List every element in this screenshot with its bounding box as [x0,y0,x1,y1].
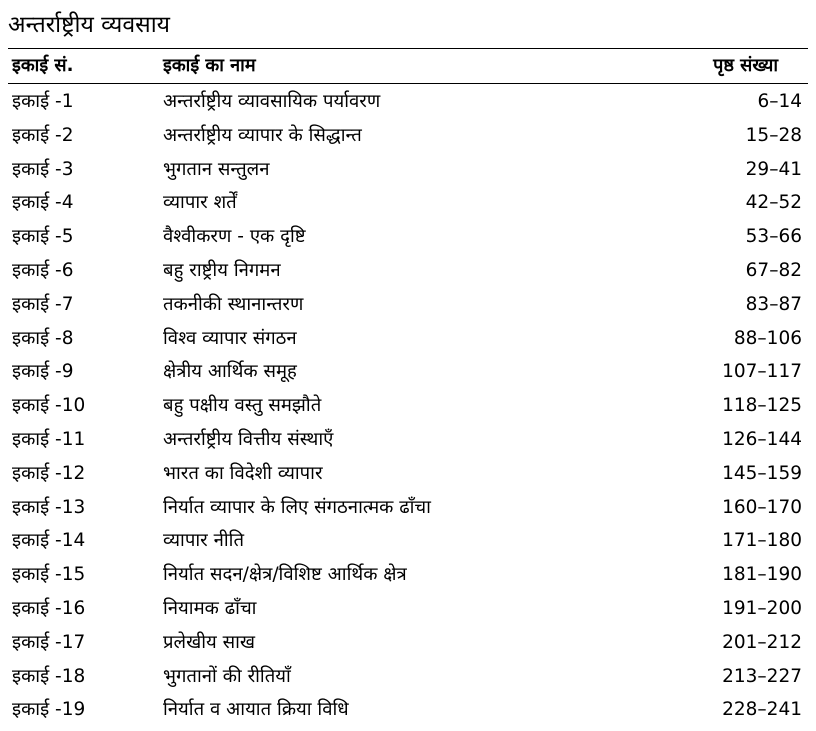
page-range: 228–241 [722,699,802,721]
unit-name: विश्व व्यापार संगठन [163,327,297,349]
contents-table [0,85,816,727]
header-unit-no: इकाई सं. [12,55,74,76]
table-row [0,660,816,694]
unit-number: इकाई -9 [12,361,74,383]
table-row [0,355,816,389]
table-row [0,592,816,626]
table-row [0,389,816,423]
unit-number: इकाई -16 [12,597,86,619]
page-range: 53–66 [745,226,802,248]
unit-name: क्षेत्रीय आर्थिक समूह [163,361,297,383]
page-range: 107–117 [722,361,802,383]
page-range: 15–28 [745,124,802,146]
unit-number: इकाई -18 [12,665,86,687]
page-range: 83–87 [745,293,802,315]
unit-number: इकाई -13 [12,496,86,518]
page-range: 126–144 [722,428,802,450]
unit-name: भुगतान सन्तुलन [163,158,270,180]
unit-name: व्यापार शर्तें [163,192,237,214]
unit-name: तकनीकी स्थानान्तरण [163,293,304,315]
page-range: 118–125 [722,395,802,417]
table-row [0,288,816,322]
page-range: 29–41 [745,158,802,180]
page-range: 160–170 [722,496,802,518]
unit-name: भारत का विदेशी व्यापार [163,462,323,484]
header-top-rule [8,48,808,49]
table-row [0,220,816,254]
table-row [0,457,816,491]
table-row [0,85,816,119]
unit-name: निर्यात व्यापार के लिए संगठनात्मक ढाँचा [163,496,431,518]
table-row [0,153,816,187]
unit-number: इकाई -17 [12,631,86,653]
unit-number: इकाई -14 [12,530,86,552]
table-row [0,524,816,558]
unit-name: व्यापार नीति [163,530,244,552]
unit-number: इकाई -3 [12,158,74,180]
unit-number: इकाई -10 [12,395,86,417]
page-range: 201–212 [722,631,802,653]
table-row [0,186,816,220]
unit-number: इकाई -12 [12,462,86,484]
page-range: 171–180 [722,530,802,552]
unit-name: निर्यात व आयात क्रिया विधि [163,699,349,721]
page-range: 88–106 [733,327,802,349]
unit-number: इकाई -4 [12,192,74,214]
unit-number: इकाई -1 [12,91,74,112]
table-row [0,322,816,356]
unit-number: इकाई -5 [12,226,74,248]
header-unit-name: इकाई का नाम [163,55,256,76]
header-bottom-rule [8,83,808,84]
page-range: 213–227 [722,665,802,687]
unit-name: वैश्वीकरण - एक दृष्टि [163,226,306,248]
table-row [0,626,816,660]
unit-number: इकाई -2 [12,124,74,146]
page-range: 67–82 [745,259,802,281]
unit-name: अन्तर्राष्ट्रीय व्यावसायिक पर्यावरण [163,91,381,112]
table-row [0,423,816,457]
unit-name: नियामक ढाँचा [163,597,257,619]
unit-name: अन्तर्राष्ट्रीय व्यापार के सिद्धान्त [163,124,362,146]
page-title: अन्तर्राष्ट्रीय व्यवसाय [8,12,171,38]
table-row [0,491,816,525]
page-range: 181–190 [722,564,802,586]
unit-number: इकाई -15 [12,564,86,586]
unit-number: इकाई -19 [12,699,86,721]
header-page-range: पृष्ठ संख्या [713,55,778,76]
table-row [0,119,816,153]
unit-name: बहु राष्ट्रीय निगमन [163,259,281,281]
unit-number: इकाई -7 [12,293,74,315]
unit-name: निर्यात सदन/क्षेत्र/विशिष्ट आर्थिक क्षेत्र [163,564,407,586]
table-header [0,52,816,80]
page-range: 145–159 [722,462,802,484]
unit-name: बहु पक्षीय वस्तु समझौते [163,395,322,417]
unit-name: भुगतानों की रीतियाँ [163,665,291,687]
unit-name: अन्तर्राष्ट्रीय वित्तीय संस्थाएँ [163,428,334,450]
unit-number: इकाई -11 [12,428,86,450]
table-row [0,693,816,727]
unit-name: प्रलेखीय साख [163,631,256,653]
unit-number: इकाई -6 [12,259,74,281]
page-range: 42–52 [745,192,802,214]
unit-number: इकाई -8 [12,327,74,349]
table-row [0,254,816,288]
page-range: 6–14 [757,91,802,112]
table-row [0,558,816,592]
page-range: 191–200 [722,597,802,619]
